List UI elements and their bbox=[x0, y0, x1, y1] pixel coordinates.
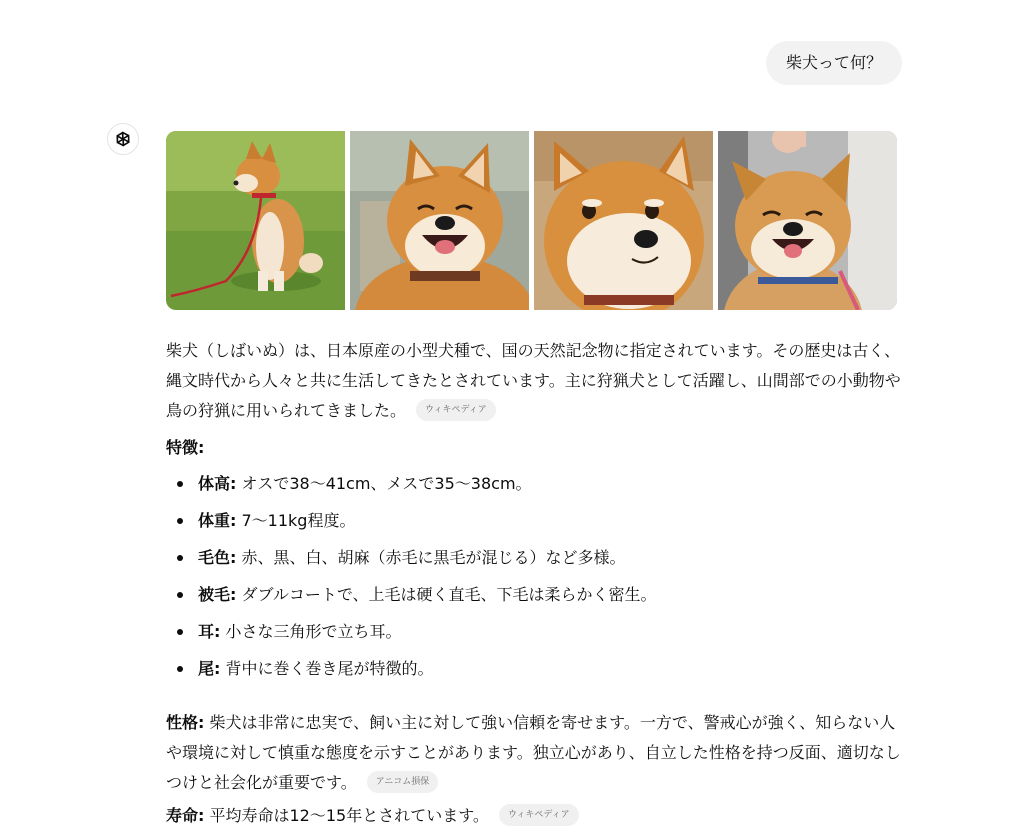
feature-term: 体高: bbox=[198, 474, 237, 493]
feature-text: ダブルコートで、上毛は硬く直毛、下毛は柔らかく密生。 bbox=[236, 585, 657, 604]
user-message-text: 柴犬って何？ bbox=[785, 53, 882, 72]
image-gallery bbox=[166, 131, 898, 310]
shiba-photo-3[interactable] bbox=[534, 131, 713, 310]
feature-text: 小さな三角形で立ち耳。 bbox=[220, 622, 402, 641]
list-item bbox=[198, 615, 906, 652]
personality-text: 柴犬は非常に忠実で、飼い主に対して強い信頼を寄せます。一方で、警戒心が強く、知らない人や環境に対して慎重な態度を示すことがあります。独立心があり、自立した性格を持つ反面、適切なしつけと社会化が重要です。 bbox=[166, 713, 901, 792]
user-message-bubble bbox=[766, 41, 902, 85]
features-list bbox=[166, 467, 906, 689]
shiba-photo-4[interactable] bbox=[718, 131, 897, 310]
feature-term: 尾: bbox=[198, 659, 221, 678]
citation-chip-wikipedia-1[interactable]: ウィキペディア bbox=[416, 399, 496, 421]
feature-text: 背中に巻く巻き尾が特徴的。 bbox=[220, 659, 434, 678]
citation-chip-wikipedia-2[interactable]: ウィキペディア bbox=[499, 804, 579, 826]
features-heading: 特徴: bbox=[166, 438, 205, 457]
lifespan-text: 平均寿命は12〜15年とされています。 bbox=[204, 806, 489, 825]
feature-term: 毛色: bbox=[198, 548, 237, 567]
feature-text: 赤、黒、白、胡麻（赤毛に黒毛が混じる）など多様。 bbox=[236, 548, 626, 567]
list-item bbox=[198, 541, 906, 578]
feature-text: 7〜11kg程度。 bbox=[236, 511, 356, 530]
lifespan-term: 寿命: bbox=[166, 806, 205, 825]
list-item bbox=[198, 578, 906, 615]
intro-paragraph bbox=[166, 336, 906, 426]
list-item bbox=[198, 504, 906, 541]
chatgpt-logo-icon bbox=[107, 123, 139, 155]
intro-text: 柴犬（しばいぬ）は、日本原産の小型犬種で、国の天然記念物に指定されています。その歴史は古く、縄文時代から人々と共に生活してきたとされています。主に狩猟犬として活躍し、山間部での小動物や鳥の狩猟に用いられてきました。 bbox=[166, 341, 901, 420]
feature-term: 被毛: bbox=[198, 585, 237, 604]
personality-paragraph bbox=[166, 708, 906, 798]
list-item bbox=[198, 652, 906, 689]
feature-term: 耳: bbox=[198, 622, 221, 641]
lifespan-paragraph bbox=[166, 801, 906, 831]
personality-term: 性格: bbox=[166, 713, 205, 732]
feature-text: オスで38〜41cm、メスで35〜38cm。 bbox=[236, 474, 532, 493]
feature-term: 体重: bbox=[198, 511, 237, 530]
list-item bbox=[198, 467, 906, 504]
citation-chip-anicom[interactable]: アニコム損保 bbox=[367, 771, 439, 793]
shiba-photo-2[interactable] bbox=[350, 131, 529, 310]
shiba-photo-1[interactable] bbox=[166, 131, 345, 310]
assistant-response bbox=[166, 336, 906, 831]
